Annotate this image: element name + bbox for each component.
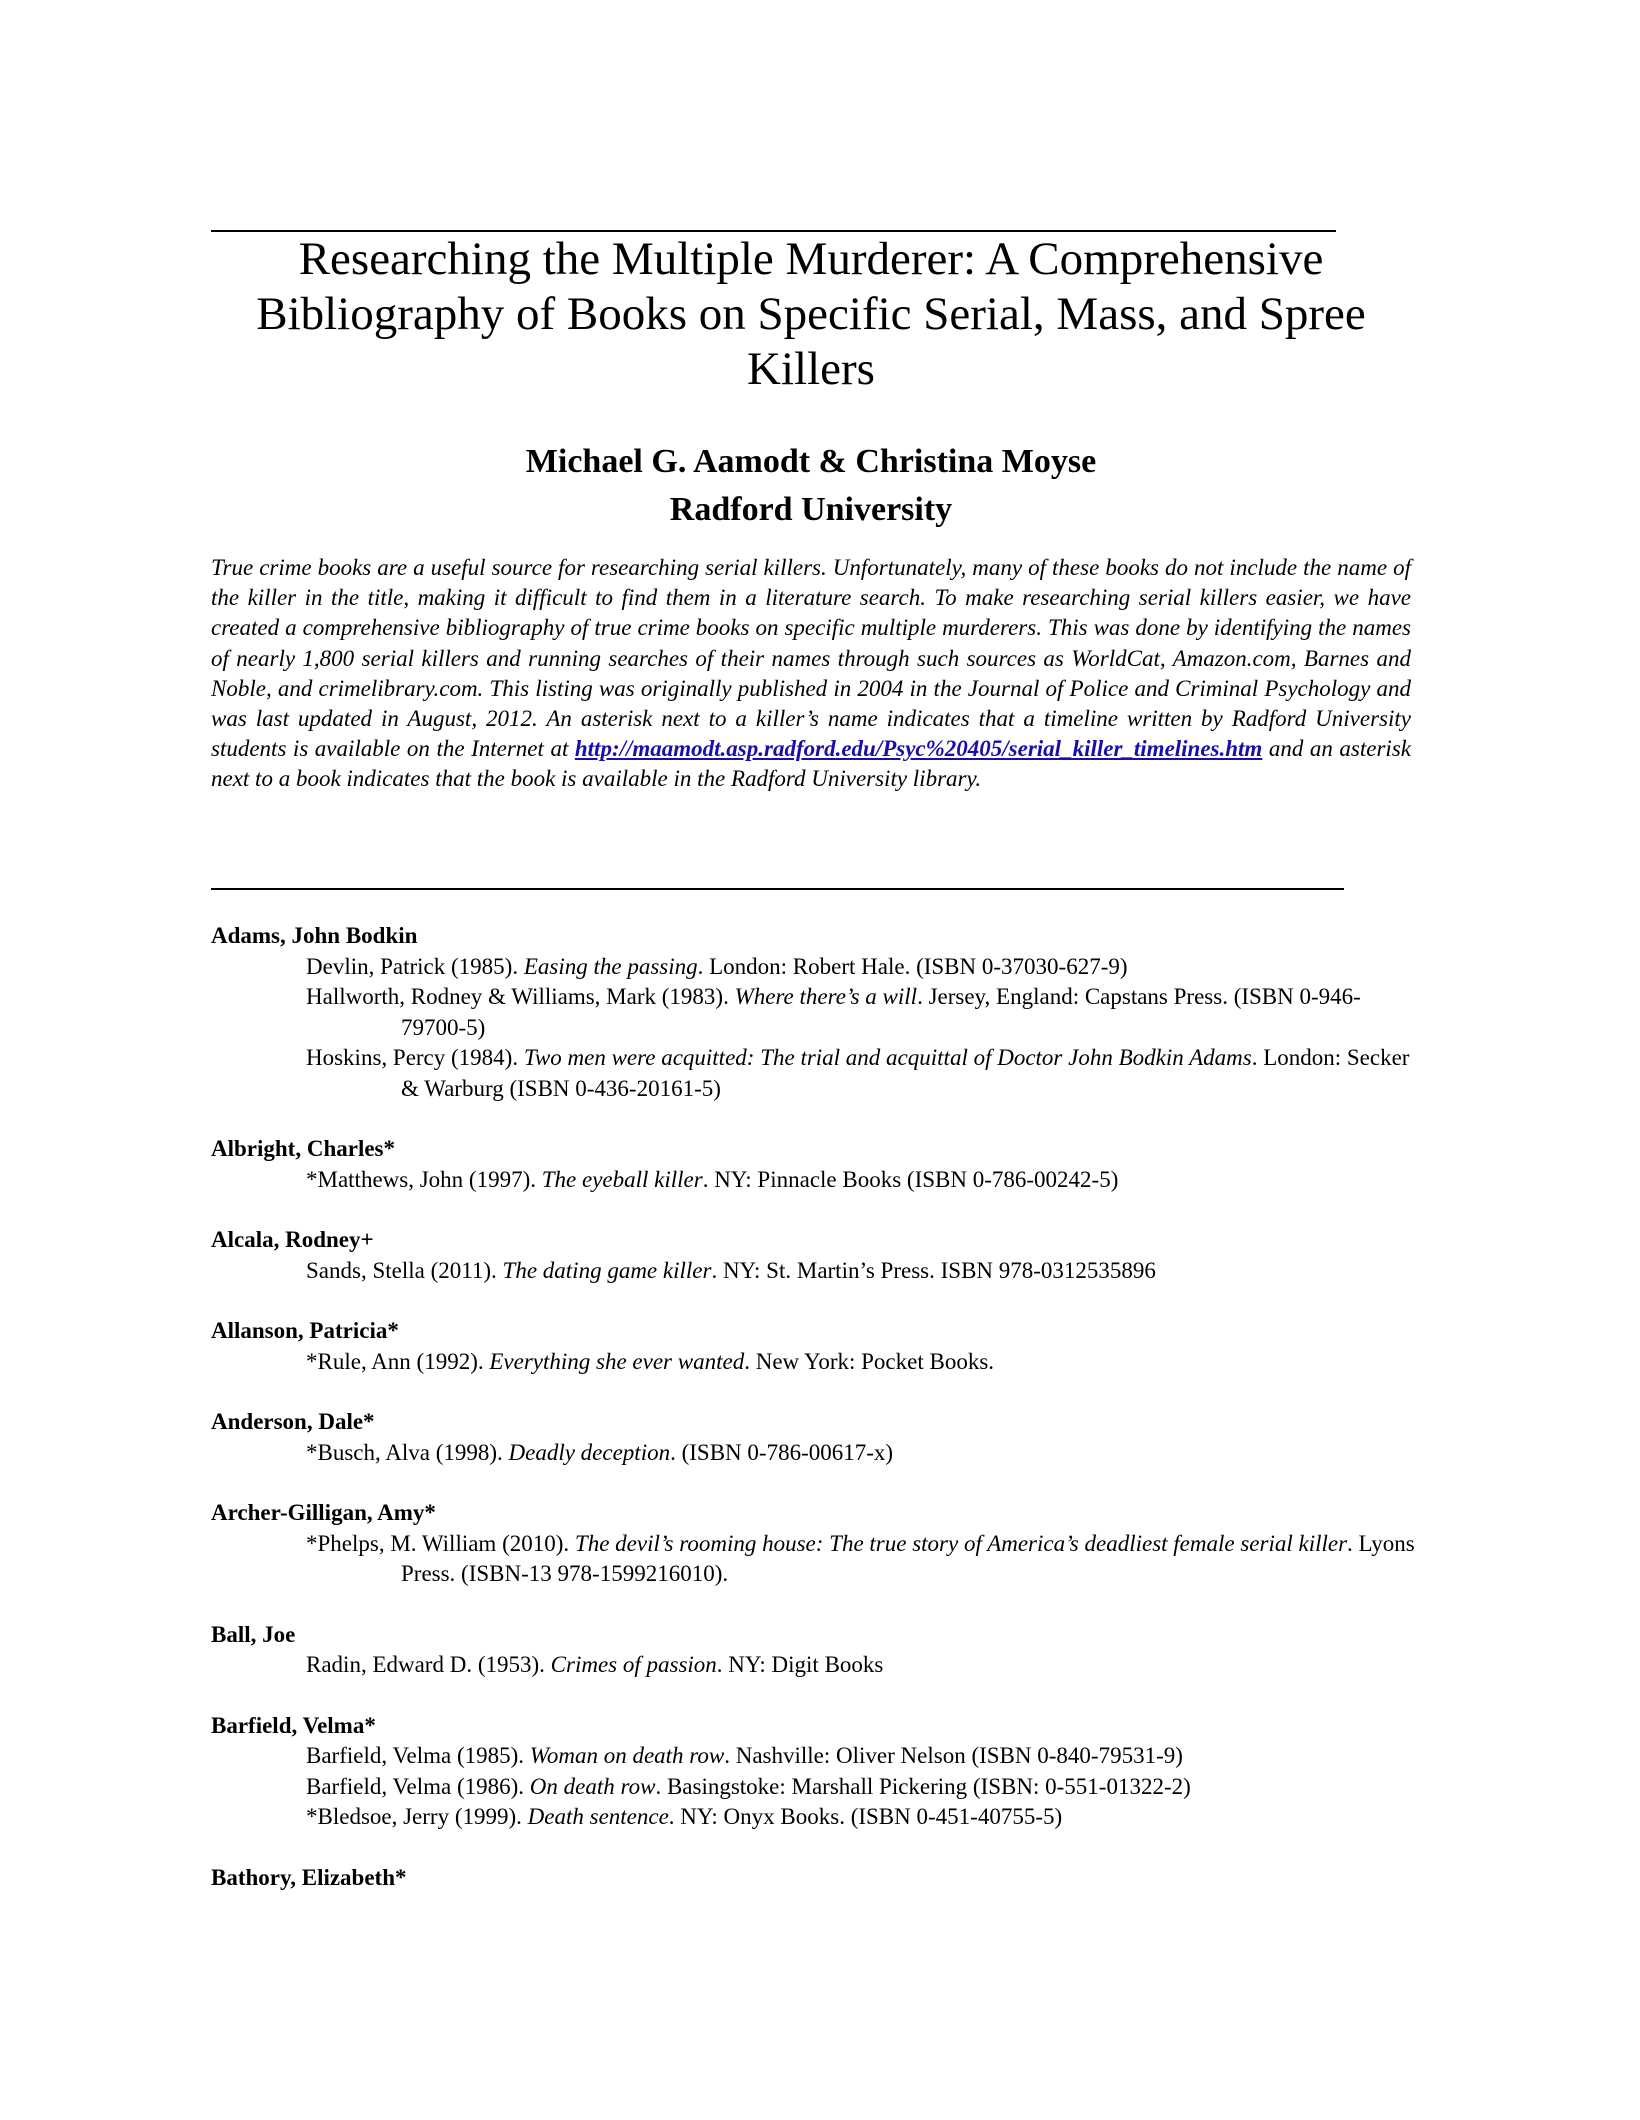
book-citation bbox=[211, 1256, 1421, 1287]
citation-publisher: . NY: Digit Books bbox=[716, 1652, 884, 1677]
book-citation bbox=[211, 1043, 1421, 1104]
citation-author-year: *Rule, Ann (1992). bbox=[306, 1348, 490, 1374]
citation-author-year: Barfield, Velma (1985). bbox=[306, 1743, 530, 1768]
citation-publisher: . Lyons Press. (ISBN-13 978-1599216010). bbox=[401, 1530, 1415, 1586]
citation-author-year: Hallworth, Rodney & Williams, Mark (1983). bbox=[306, 984, 735, 1009]
killer-entry bbox=[211, 1498, 1421, 1590]
title-line-1: Researching the Multiple Murderer: A Comprehensive bbox=[298, 233, 1324, 285]
citation-publisher: . Jersey, England: Capstans Press. (ISBN 0-946-79700-5) bbox=[401, 984, 1361, 1040]
citation-author-year: *Busch, Alva (1998). bbox=[306, 1439, 509, 1465]
authors: Michael G. Aamodt & Christina Moyse bbox=[525, 443, 1097, 480]
killer-entry bbox=[211, 1620, 1421, 1681]
killer-name: Allanson, Patricia* bbox=[211, 1318, 399, 1343]
killer-entry bbox=[211, 1863, 1421, 1894]
citation-publisher: . London: Robert Hale. (ISBN 0-37030-627-9) bbox=[697, 953, 1128, 979]
citation-author-year: Radin, Edward D. (1953). bbox=[306, 1652, 551, 1677]
book-citation bbox=[211, 1438, 1421, 1469]
document-title bbox=[211, 232, 1411, 397]
killer-entry bbox=[211, 1316, 1421, 1377]
citation-title: The dating game killer bbox=[502, 1257, 712, 1283]
citation-author-year: *Phelps, M. William (2010). bbox=[306, 1530, 575, 1556]
citation-title: Easing the passing bbox=[523, 953, 698, 979]
book-citation bbox=[211, 1772, 1421, 1803]
abstract-divider bbox=[211, 888, 1344, 890]
author-block bbox=[211, 438, 1411, 534]
killer-name: Bathory, Elizabeth* bbox=[211, 1864, 407, 1890]
citation-publisher: . NY: St. Martin’s Press. ISBN 978-0312535896 bbox=[711, 1257, 1156, 1283]
killer-name: Barfield, Velma* bbox=[211, 1712, 376, 1738]
citation-publisher: . Nashville: Oliver Nelson (ISBN 0-840-79531-9) bbox=[724, 1743, 1183, 1768]
killer-name: Albright, Charles* bbox=[211, 1136, 395, 1161]
title-line-2: Bibliography of Books on Specific Serial, Mass, and Spree bbox=[256, 288, 1366, 340]
book-citation bbox=[211, 1165, 1421, 1196]
citation-publisher: . NY: Onyx Books. (ISBN 0-451-40755-5) bbox=[668, 1804, 1063, 1829]
killer-name: Archer-Gilligan, Amy* bbox=[211, 1500, 436, 1525]
citation-title: The eyeball killer bbox=[541, 1166, 703, 1192]
killer-entry bbox=[211, 1407, 1421, 1468]
citation-author-year: Hoskins, Percy (1984). bbox=[306, 1045, 524, 1070]
abstract-text-before-link: True crime books are a useful source for researching serial killers. Unfortunately, many of these books do not include the name of the killer in the title, making it difficult to find them in a literature search. To make researching serial killers easier, we have created a comprehensive bibliography of true crime books on specific multiple murderers. This was done by identifying the names of nearly 1,800 serial killers and running searches of their names through such sources as WorldCat, Amazon.com, Barnes and Noble, and crimelibrary.com. This listing was originally published in 2004 in the Journal of Police and Criminal Psychology and was last updated in August, 2012. An asterisk next to a killer’s name indicates that a timeline written by Radford University students is available on the Internet at bbox=[211, 555, 1411, 762]
citation-publisher: . NY: Pinnacle Books (ISBN 0-786-00242-5) bbox=[702, 1166, 1119, 1192]
book-citation bbox=[211, 982, 1421, 1043]
citation-author-year: *Matthews, John (1997). bbox=[306, 1166, 542, 1192]
book-citation bbox=[211, 1347, 1421, 1378]
citation-title: Two men were acquitted: The trial and acquittal of Doctor John Bodkin Adams bbox=[523, 1045, 1252, 1070]
citation-publisher: . (ISBN 0-786-00617-x) bbox=[670, 1439, 894, 1465]
affiliation: Radford University bbox=[669, 491, 953, 528]
citation-title: Woman on death row bbox=[529, 1743, 725, 1768]
killer-name: Anderson, Dale* bbox=[211, 1409, 375, 1434]
citation-title: The devil’s rooming house: The true story of America’s deadliest female serial killer bbox=[574, 1530, 1348, 1556]
citation-title: On death row bbox=[529, 1773, 656, 1799]
bibliography-list bbox=[211, 921, 1421, 1923]
citation-title: Everything she ever wanted bbox=[489, 1348, 745, 1374]
citation-title: Death sentence bbox=[527, 1804, 669, 1829]
citation-author-year: *Bledsoe, Jerry (1999). bbox=[306, 1804, 528, 1829]
book-citation bbox=[211, 1650, 1421, 1681]
citation-publisher: . Basingstoke: Marshall Pickering (ISBN: 0-551-01322-2) bbox=[655, 1773, 1191, 1799]
book-citation bbox=[211, 1802, 1421, 1833]
citation-title: Where there’s a will bbox=[734, 984, 918, 1009]
citation-author-year: Sands, Stella (2011). bbox=[306, 1257, 503, 1283]
abstract-text-after-link: and an asterisk next to a book indicates that the book is available in the Radford University library. bbox=[211, 736, 1411, 792]
book-citation bbox=[211, 1741, 1421, 1772]
killer-entry bbox=[211, 1225, 1421, 1286]
citation-title: Crimes of passion bbox=[550, 1652, 717, 1677]
citation-author-year: Devlin, Patrick (1985). bbox=[306, 953, 524, 979]
killer-name: Ball, Joe bbox=[211, 1621, 296, 1647]
killer-name: Adams, John Bodkin bbox=[211, 923, 418, 948]
killer-name: Alcala, Rodney+ bbox=[211, 1227, 374, 1252]
timelines-link[interactable]: http://maamodt.asp.radford.edu/Psyc%20405/serial_killer_timelines.htm bbox=[574, 736, 1263, 762]
citation-publisher: . New York: Pocket Books. bbox=[744, 1348, 995, 1374]
citation-author-year: Barfield, Velma (1986). bbox=[306, 1773, 530, 1799]
killer-entry bbox=[211, 921, 1421, 1104]
citation-publisher: . London: Secker & Warburg (ISBN 0-436-20161-5) bbox=[401, 1045, 1410, 1101]
killer-entry bbox=[211, 1711, 1421, 1833]
book-citation bbox=[211, 952, 1421, 983]
title-line-3: Killers bbox=[747, 343, 875, 395]
citation-title: Deadly deception bbox=[508, 1439, 671, 1465]
book-citation bbox=[211, 1529, 1421, 1590]
abstract bbox=[211, 553, 1411, 795]
killer-entry bbox=[211, 1134, 1421, 1195]
